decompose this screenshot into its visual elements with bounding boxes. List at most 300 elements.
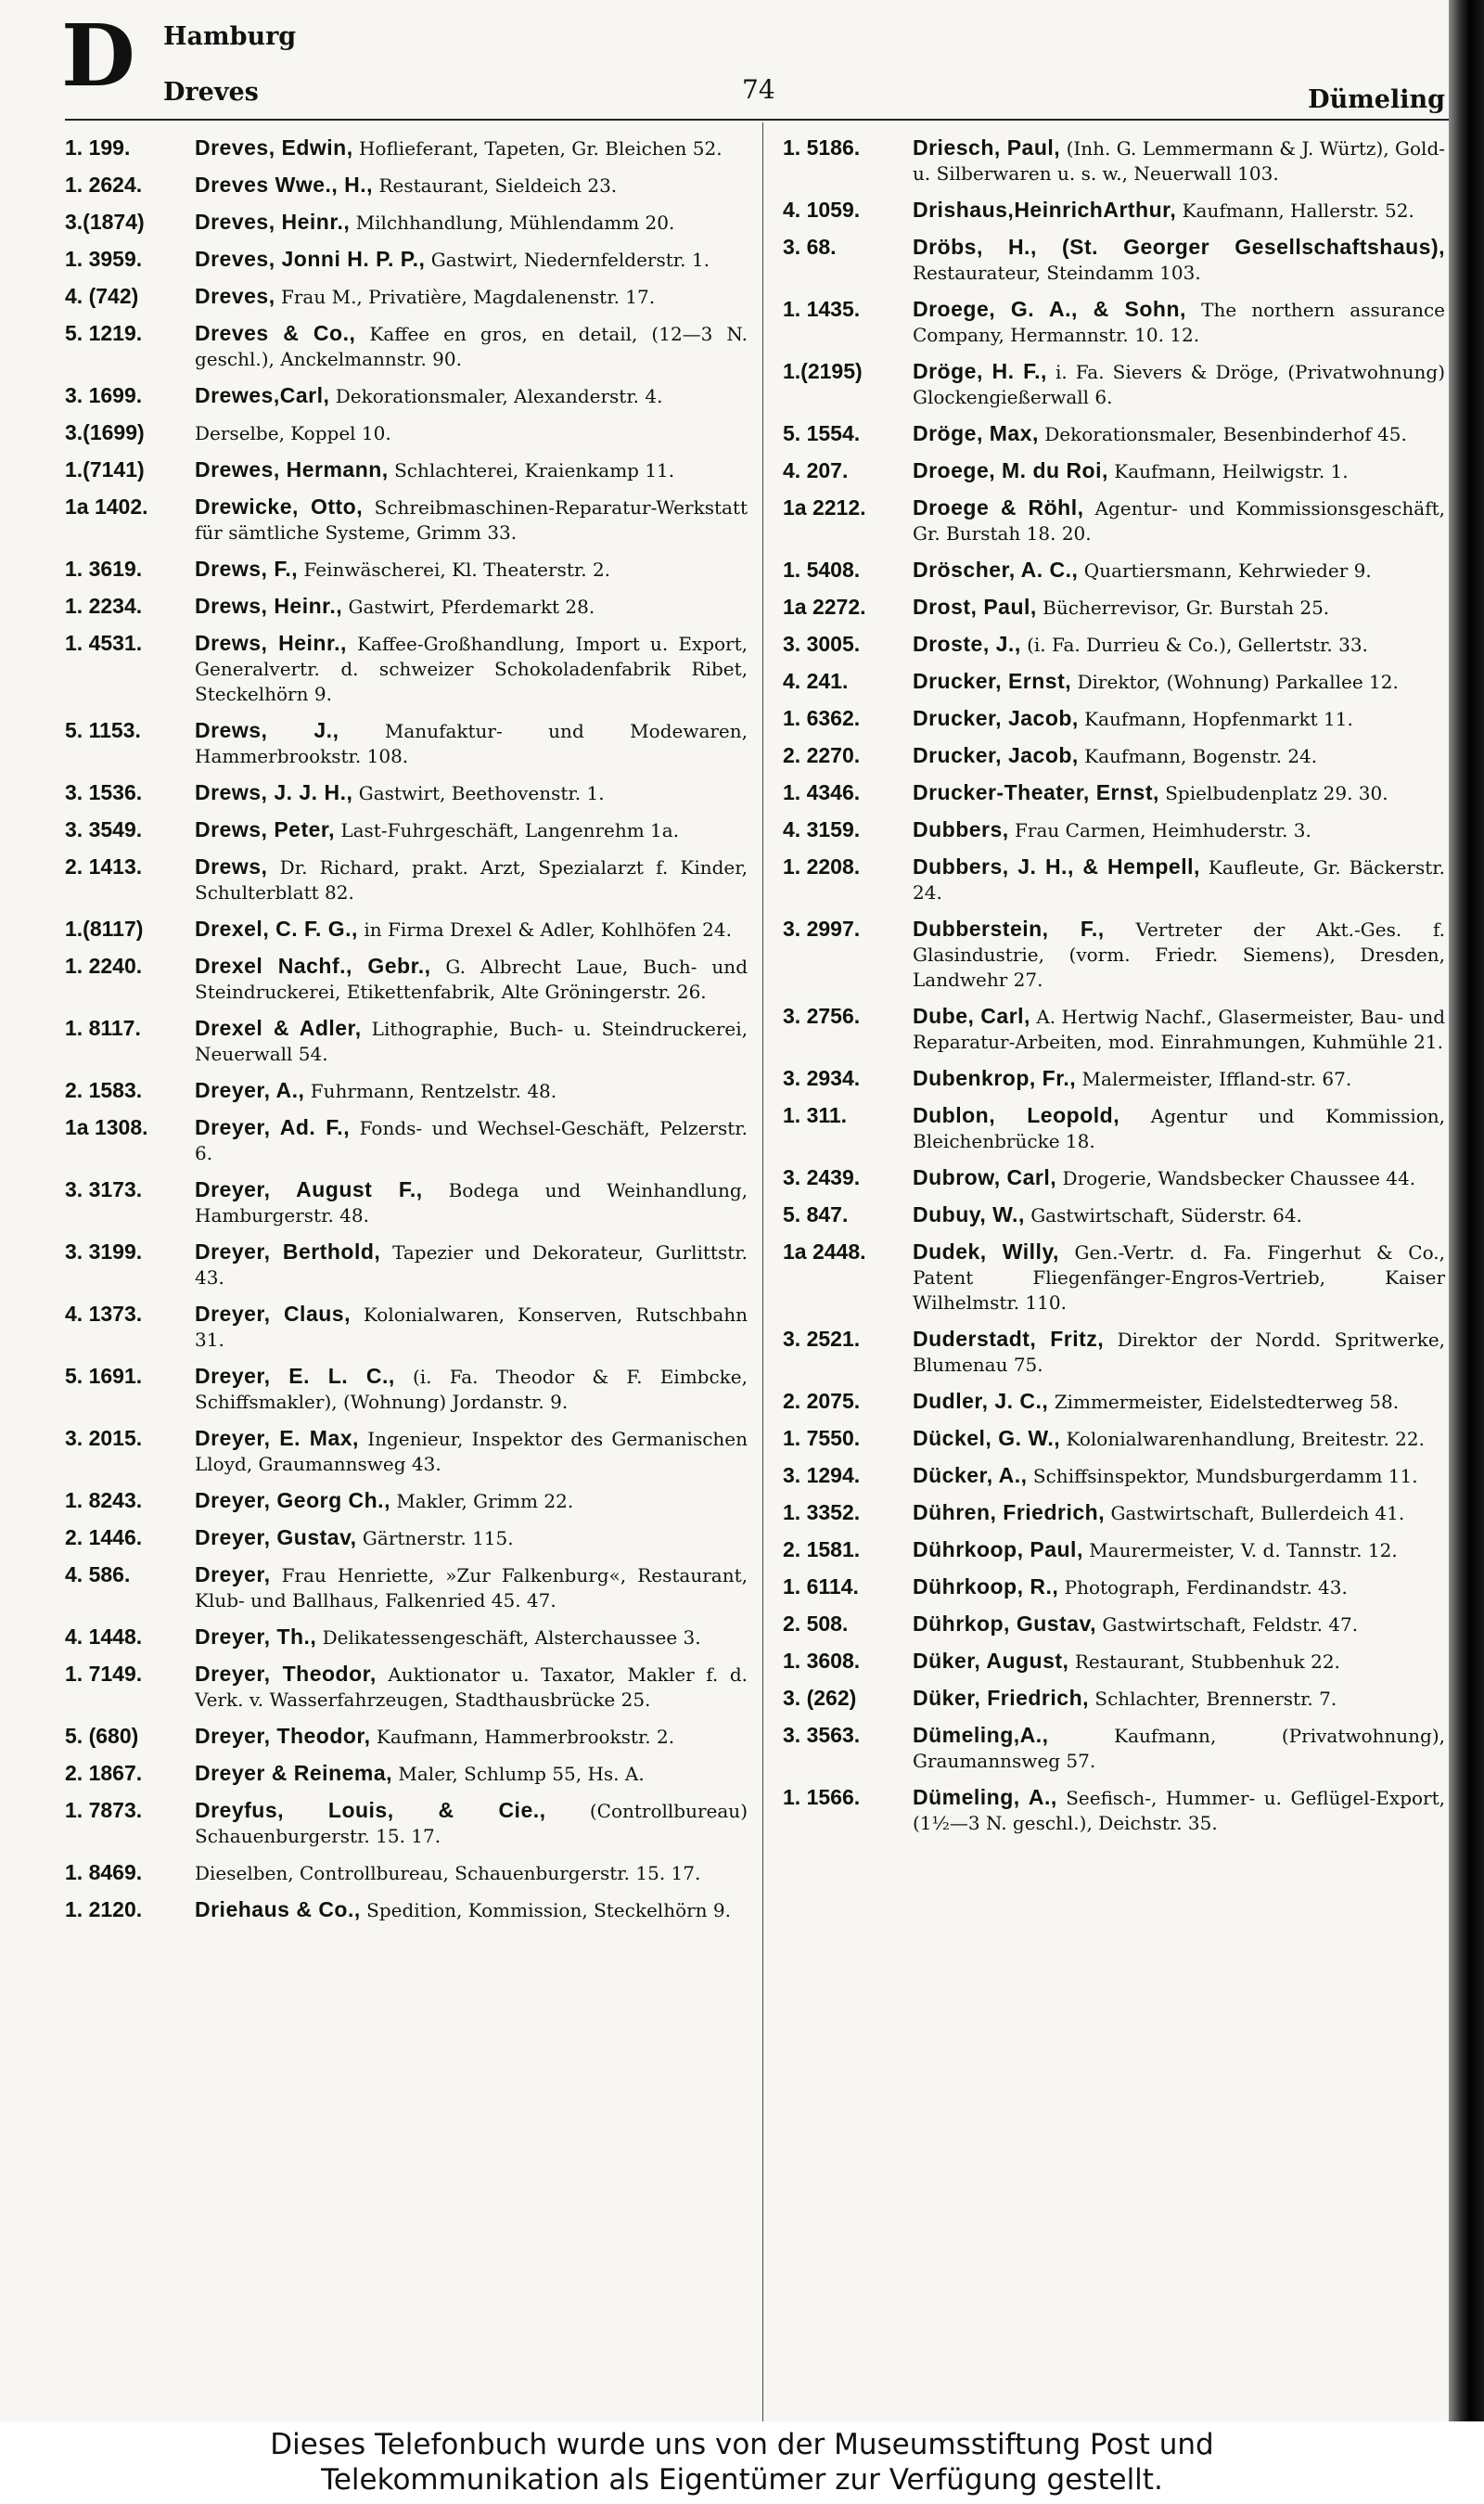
entry-text [913,780,1445,806]
entry-name: Drewes, Hermann, [195,457,389,482]
entry-name: Drexel Nachf., Gebr., [195,954,431,978]
entry-text [913,1389,1445,1415]
entry-name: Dührkop, Gustav, [913,1612,1096,1636]
directory-entry [65,1761,748,1787]
entry-name: Dreyer, Theodor, [195,1724,371,1748]
entry-name: Dümeling, A., [913,1785,1057,1809]
phone-number: 1. 2240. [65,954,143,978]
entry-name: Dreyer, E. Max, [195,1426,359,1450]
directory-entry [65,817,748,843]
entry-name: Dubbers, J. H., & Hempell, [913,854,1200,879]
entry-description: Seefisch-, Hummer- u. Geflügel-Export, (1½—3 N. geschl.), Deichstr. 35. [913,1787,1445,1834]
entry-name: Dubuy, W., [913,1202,1025,1226]
entry-description: (Inh. G. Lemmermann & J. Würtz), Gold- u. Silberwaren u. s. w., Neuerwall 103. [913,137,1445,185]
entry-text [195,173,748,199]
directory-entry [783,1066,1445,1092]
entry-name: Dreves, Heinr., [195,210,351,234]
entry-description: Kaffee en gros, en detail, (12—3 N. geschl.), Anckelmannstr. 90. [195,323,748,370]
entry-text [913,198,1445,224]
entry-name: Drexel & Adler, [195,1016,362,1040]
entry-text [195,321,748,372]
entry-description: Bodega und Weinhandlung, Hamburgerstr. 48. [195,1179,748,1226]
entry-text [913,1500,1445,1526]
entry-description: (i. Fa. Theodor & F. Eimbcke, Schiffsmakler), (Wohnung) Jordanstr. 9. [195,1366,748,1413]
phone-number: 5. 1153. [65,718,141,742]
page-number: 74 [742,74,775,105]
phone-number: 1. 4346. [783,780,861,804]
entry-name: Dudler, J. C., [913,1389,1049,1413]
entry-description: Malermeister, Iffland-str. 67. [1081,1068,1352,1090]
entry-name: Drost, Paul, [913,595,1037,619]
entry-description: Schlachter, Brennerstr. 7. [1094,1688,1337,1710]
entry-name: Driehaus & Co., [195,1897,361,1921]
entry-text [195,594,748,620]
entry-text [913,1327,1445,1378]
entry-text [913,1004,1445,1055]
entry-name: Dreyer, E. L. C., [195,1364,395,1388]
entry-description: Gärtnerstr. 115. [362,1527,514,1549]
phone-number: 3. 2756. [783,1004,861,1028]
entry-text [195,1488,748,1514]
entry-name: Dreyer, Gustav, [195,1525,357,1549]
entry-text [913,421,1445,447]
book-spine [1449,0,1484,2421]
entry-description: Hoflieferant, Tapeten, Gr. Bleichen 52. [358,137,723,160]
entry-text [913,669,1445,695]
directory-entry [65,718,748,769]
directory-entry [65,1239,748,1291]
directory-entry [65,1562,748,1613]
phone-number: 3. 3005. [783,632,861,656]
directory-entry [65,1624,748,1650]
phone-number: 1. 3619. [65,557,143,581]
phone-number: 3. (262) [783,1686,857,1710]
directory-entry [65,1016,748,1067]
entry-text [913,632,1445,658]
phone-number: 2. 1413. [65,854,143,879]
entry-text [195,718,748,769]
phone-number: 1a 1402. [65,494,148,519]
entry-text [913,1239,1445,1316]
entry-description: Kaufleute, Gr. Bäckerstr. 24. [913,856,1446,904]
entry-name: Dreyer, Th., [195,1624,317,1649]
entry-name: Düker, Friedrich, [913,1686,1090,1710]
entry-name: Droste, J., [913,632,1021,656]
entry-name: Drews, Heinr., [195,594,343,618]
phone-number: 2. 1446. [65,1525,143,1549]
entry-description: Kaufmann, Heilwigstr. 1. [1114,460,1349,482]
entry-description: Frau Henriette, »Zur Falkenburg«, Restaurant, Klub- und Ballhaus, Falkenried 45. 47. [195,1564,748,1612]
directory-entry [783,458,1445,484]
entry-text [195,420,748,446]
entry-text [913,706,1445,732]
last-entry-name: Dümeling [1308,85,1445,114]
directory-entry [65,135,748,161]
entry-description: Feinwäscherei, Kl. Theaterstr. 2. [303,559,611,581]
phone-number: 1.(8117) [65,917,144,941]
directory-entry [783,817,1445,843]
directory-entry [65,284,748,310]
entry-description: Restaurant, Sieldeich 23. [378,174,618,197]
entry-description: Derselbe, Koppel 10. [195,422,391,444]
entry-text [913,235,1445,286]
directory-entry [65,1897,748,1923]
entry-text [913,595,1445,621]
phone-number: 2. 2270. [783,743,861,767]
entry-name: Dubbers, [913,817,1009,841]
entry-description: Restaurant, Stubbenhuk 22. [1074,1650,1340,1673]
entry-name: Drews, [195,854,268,879]
phone-number: 1. 2234. [65,594,143,618]
entry-name: Drucker, Ernst, [913,669,1072,693]
entry-text [195,1177,748,1228]
entry-description: Dekorationsmaler, Besenbinderhof 45. [1044,423,1407,445]
directory-entry [783,1686,1445,1712]
entry-description: Kolonialwaren, Konserven, Rutschbahn 31. [195,1303,748,1351]
entry-description: Gastwirt, Beethovenstr. 1. [358,782,605,804]
entry-text [195,1860,748,1886]
directory-entry [783,1537,1445,1563]
entry-name: Drews, J. J. H., [195,780,353,804]
entry-description: Zimmermeister, Eidelstedterweg 58. [1054,1391,1400,1413]
entry-description: Restaurateur, Steindamm 103. [913,262,1201,284]
phone-number: 3. 68. [783,235,837,259]
entry-text [913,1785,1445,1836]
entry-description: Last-Fuhrgeschäft, Langenrehm 1a. [340,819,680,841]
directory-entry [65,1860,748,1886]
phone-number: 1.(7141) [65,457,145,482]
entry-name: Droege, M. du Roi, [913,458,1108,482]
entry-name: Drewes,Carl, [195,383,330,407]
entry-text [913,1723,1445,1774]
entry-text [913,1103,1445,1154]
entry-description: Schreibmaschinen-Reparatur-Werkstatt für sämtliche Systeme, Grimm 33. [195,496,748,544]
entry-text [195,817,748,843]
entry-description: Dr. Richard, prakt. Arzt, Spezialarzt f. Kinder, Schulterblatt 82. [195,856,748,904]
phone-number: 2. 508. [783,1612,849,1636]
entry-text [195,135,748,161]
entry-name: Dreves & Co., [195,321,356,345]
entry-text [195,383,748,409]
entry-name: Dreyer, A., [195,1078,305,1102]
phone-number: 3. 1536. [65,780,143,804]
entry-name: Dücker, A., [913,1463,1028,1487]
entry-name: Drews, Peter, [195,817,335,841]
entry-text [195,631,748,707]
entry-text [913,297,1445,348]
entry-text [913,1686,1445,1712]
entry-name: Drishaus,HeinrichArthur, [913,198,1177,222]
directory-entry [783,1004,1445,1055]
phone-number: 1a 2448. [783,1239,866,1264]
phone-number: 5. 1219. [65,321,143,345]
entry-text [195,917,748,943]
phone-number: 1. 6114. [783,1574,859,1599]
entry-description: Maler, Schlump 55, Hs. A. [398,1763,645,1785]
directory-entry [65,210,748,236]
directory-entry [783,1239,1445,1316]
phone-number: 3. 1699. [65,383,143,407]
directory-entry [65,247,748,273]
city-heading: Hamburg [163,22,297,51]
footer-line-1: Dieses Telefonbuch wurde uns von der Museumsstiftung Post und [270,2428,1214,2461]
phone-number: 1. 5408. [783,558,861,582]
entry-text [195,954,748,1005]
entry-description: Photograph, Ferdinandstr. 43. [1064,1576,1348,1599]
entry-description: Gastwirt, Niedernfelderstr. 1. [430,249,710,271]
entry-name: Dubenkrop, Fr., [913,1066,1077,1090]
entry-name: Dreyer, August F., [195,1177,423,1201]
entry-description: Spedition, Kommission, Steckelhörn 9. [366,1899,731,1921]
entry-text [195,1302,748,1353]
directory-entry [65,1115,748,1166]
entry-text [195,457,748,483]
entry-text [195,1115,748,1166]
directory-entry [65,1364,748,1415]
entry-description: (Controllbureau) Schauenburgerstr. 15. 17. [195,1800,748,1847]
phone-number: 1. 199. [65,135,131,160]
directory-entry [65,383,748,409]
entry-name: Droege, G. A., & Sohn, [913,297,1186,321]
entry-name: Dreyer, Theodor, [195,1662,377,1686]
entry-text [195,210,748,236]
directory-entry [783,1463,1445,1489]
entry-description: Schlachterei, Kraienkamp 11. [394,459,675,482]
entry-text [913,359,1445,410]
entry-description: Makler, Grimm 22. [396,1490,574,1512]
entry-name: Dreyfus, Louis, & Cie., [195,1798,546,1822]
directory-entry [783,135,1445,186]
entry-text [195,1562,748,1613]
directory-entry [783,359,1445,410]
entry-description: Gen.-Vertr. d. Fa. Fingerhut & Co., Patent Fliegenfänger-Engros-Vertrieb, Kaiser Wilhelmstr. 110. [913,1241,1445,1314]
entry-name: Driesch, Paul, [913,135,1061,160]
entry-text [195,1624,748,1650]
directory-entry [783,1426,1445,1452]
entry-text [195,1724,748,1750]
directory-entry [783,595,1445,621]
entry-description: Kaufmann, Hopfenmarkt 11. [1084,708,1353,730]
entry-name: Drucker, Jacob, [913,706,1079,730]
entry-text [913,135,1445,186]
phone-number: 2. 1867. [65,1761,143,1785]
phone-number: 2. 1581. [783,1537,861,1561]
entry-name: Dreyer, Georg Ch., [195,1488,390,1512]
phone-number: 3. 2439. [783,1165,861,1189]
phone-number: 3. 1294. [783,1463,861,1487]
phone-number: 3. 3173. [65,1177,143,1201]
entry-description: Spielbudenplatz 29. 30. [1165,782,1388,804]
directory-entry [783,1723,1445,1774]
column-divider [762,122,763,2421]
directory-entry [783,235,1445,286]
entry-text [913,1537,1445,1563]
directory-entry [65,1488,748,1514]
entry-name: Dreyer, Berthold, [195,1239,381,1264]
entry-text [913,1202,1445,1228]
header-rule [65,119,1449,121]
entry-text [913,817,1445,843]
entry-text [195,1239,748,1291]
entry-name: Dröscher, A. C., [913,558,1079,582]
entry-description: Gastwirtschaft, Süderstr. 64. [1030,1204,1302,1226]
entry-text [913,917,1445,993]
directory-entry [65,1078,748,1104]
directory-entry [783,1389,1445,1415]
first-entry-name: Dreves [163,78,259,107]
entry-name: Dröge, H. F., [913,359,1047,383]
entry-description: Maurermeister, V. d. Tannstr. 12. [1089,1539,1398,1561]
directory-entry [783,421,1445,447]
entry-description: Auktionator u. Taxator, Makler f. d. Verk. v. Wasserfahrzeugen, Stadthausbrücke 25. [195,1663,748,1711]
entry-text [195,1016,748,1067]
directory-entry [65,631,748,707]
entry-name: Dubrow, Carl, [913,1165,1057,1189]
entry-description: Bücherrevisor, Gr. Burstah 25. [1043,597,1330,619]
phone-number: 3. 2521. [783,1327,861,1351]
directory-entry [783,1612,1445,1637]
entry-text [913,558,1445,584]
phone-number: 1. 6362. [783,706,861,730]
directory-entry [783,1165,1445,1191]
directory-entry [65,1798,748,1849]
entry-description: Fuhrmann, Rentzelstr. 48. [310,1080,557,1102]
entry-text [195,780,748,806]
entry-description: Lithographie, Buch- u. Steindruckerei, Neuerwall 54. [195,1018,748,1065]
phone-number: 1. 311. [783,1103,848,1127]
entry-description: Agentur und Kommission, Bleichenbrücke 18. [913,1105,1446,1152]
phone-number: 2. 2075. [783,1389,861,1413]
directory-entry [783,198,1445,224]
entry-description: Frau M., Privatière, Magdalenenstr. 17. [280,286,656,308]
directory-entry [65,1177,748,1228]
entry-description: Agentur- und Kommissionsgeschäft, Gr. Burstah 18. 20. [913,497,1445,545]
directory-entry [65,594,748,620]
entry-name: Dreyer & Reinema, [195,1761,393,1785]
entry-name: Drews, Heinr., [195,631,347,655]
entry-text [195,1525,748,1551]
entry-text [913,1426,1445,1452]
entry-text [195,1897,748,1923]
phone-number: 1. 3352. [783,1500,861,1524]
phone-number: 1. 2624. [65,173,143,197]
directory-entry [65,494,748,546]
directory-entry [783,1500,1445,1526]
directory-entry [783,1327,1445,1378]
entry-description: Frau Carmen, Heimhuderstr. 3. [1015,819,1311,841]
directory-entry [783,1202,1445,1228]
entry-name: Dührkoop, Paul, [913,1537,1083,1561]
entry-description: Vertreter der Akt.-Ges. f. Glasindustrie, (vorm. Friedr. Siemens), Dresden, Landwehr 27. [913,918,1446,991]
entry-name: Dreyer, Claus, [195,1302,351,1326]
phone-number: 1. 8117. [65,1016,141,1040]
phone-number: 3. 2015. [65,1426,143,1450]
entry-description: Milchhandlung, Mühlendamm 20. [355,212,675,234]
phone-number: 1. 1435. [783,297,861,321]
phone-number: 3. 3563. [783,1723,861,1747]
entry-text [195,1426,748,1477]
left-column [65,135,748,1934]
entry-name: Dreves, Jonni H. P. P., [195,247,426,271]
directory-entry [783,1103,1445,1154]
entry-name: Dümeling,A., [913,1723,1049,1747]
directory-entry [783,917,1445,993]
phone-number: 1. 7873. [65,1798,143,1822]
entry-text [195,247,748,273]
directory-entry [65,1662,748,1713]
entry-text [913,1463,1445,1489]
entry-name: Drucker, Jacob, [913,743,1079,767]
entry-text [913,1066,1445,1092]
entry-name: Drewicke, Otto, [195,494,364,519]
phone-number: 3.(1699) [65,420,145,444]
entry-name: Dublon, Leopold, [913,1103,1120,1127]
phone-number: 1. 4531. [65,631,143,655]
entry-text [913,743,1445,769]
phone-number: 4. (742) [65,284,139,308]
entry-name: Dührkoop, R., [913,1574,1059,1599]
entry-text [195,1078,748,1104]
entry-text [913,458,1445,484]
entry-text [913,495,1445,546]
directory-entry [65,1302,748,1353]
directory-entry [783,706,1445,732]
entry-name: Drucker-Theater, Ernst, [913,780,1159,804]
phone-number: 4. 3159. [783,817,861,841]
entry-description: Quartiersmann, Kehrwieder 9. [1083,559,1372,582]
phone-number: 5. 847. [783,1202,849,1226]
phone-number: 1. 7550. [783,1426,861,1450]
directory-entry [783,854,1445,905]
directory-entry [783,780,1445,806]
phone-number: 3. 3199. [65,1239,143,1264]
entry-name: Droege & Röhl, [913,495,1084,520]
entry-description: Kolonialwarenhandlung, Breitestr. 22. [1066,1428,1425,1450]
phone-number: 1a 2212. [783,495,866,520]
phone-number: 5. 1554. [783,421,861,445]
phone-number: 4. 207. [783,458,849,482]
entry-name: Dühren, Friedrich, [913,1500,1106,1524]
entry-name: Dreves, [195,284,275,308]
phone-number: 1. 1566. [783,1785,861,1809]
entry-description: Kaufmann, Hammerbrookstr. 2. [376,1726,675,1748]
phone-number: 3. 3549. [65,817,143,841]
directory-entry [65,854,748,905]
entry-text [195,284,748,310]
entry-description: Kaufmann, (Privatwohnung), Graumannsweg 57. [913,1725,1445,1772]
entry-text [195,557,748,583]
phone-number: 1. 2208. [783,854,861,879]
phone-number: 1. 8469. [65,1860,143,1884]
entry-text [195,1662,748,1713]
entry-text [195,1364,748,1415]
phone-number: 1.(2195) [783,359,863,383]
entry-name: Dubberstein, F., [913,917,1105,941]
phone-number: 4. 241. [783,669,849,693]
directory-entry [65,1724,748,1750]
phone-number: 1. 3959. [65,247,143,271]
entry-description: Tapezier und Dekorateur, Gurlittstr. 43. [195,1241,748,1289]
entry-name: Dreyer, [195,1562,271,1586]
directory-entry [65,321,748,372]
phone-number: 3. 2934. [783,1066,861,1090]
footer-line-2: Telekommunikation als Eigentümer zur Verfügung gestellt. [321,2463,1163,2497]
directory-entry [65,1525,748,1551]
phone-number: 4. 1448. [65,1624,143,1649]
entry-text [195,494,748,546]
entry-description: Kaufmann, Bogenstr. 24. [1084,745,1318,767]
directory-entry [65,780,748,806]
